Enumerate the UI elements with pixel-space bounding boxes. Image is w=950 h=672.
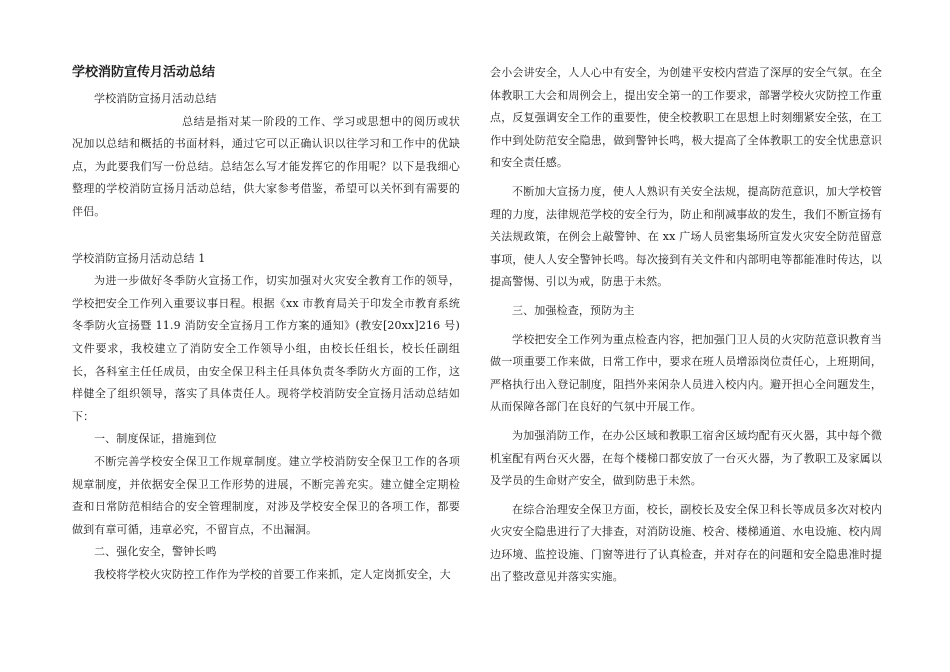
paragraph-continued: 会小会讲安全，人人心中有安全，为创建平安校内营造了深厚的安全气氛。在全体教职工大会和周例会上，提出安全第一的工作要求，部署学校火灾防控工作重点，反复强调安全工作的重要性，使全校教职工在思想上时刻绷紧安全弦，在工作中到处防范安全隐患，做到警钟长鸣，极大提高了全体教职工的安全忧患意识和安全责任感。 [490,66,882,170]
paragraph: 为进一步做好冬季防火宣扬工作，切实加强对火灾安全教育工作的领导，学校把安全工作列入重要议事日程。根据《xx 市教育局关于印发全市教育系统冬季防火宣扬暨 11.9 消防安全宣扬月工作方案的通知》(教安[20xx]216 号)文件要求，我校建立了消防安全工作领导小组，由校长任组长，校长任副组长，各科室主任任成员，由安全保卫科主任具体负责冬季防火方面的工作，这样健全了组织领导，落实了具体责任人。现将学校消防安全宣扬月活动总结如下： [72,274,460,423]
paragraph: 不断完善学校安全保卫工作规章制度。建立学校消防安全保卫工作的各项规章制度，并依据安全保卫工作形势的进展，不断完善充实。建立健全定期检查和日常防范相结合的安全管理制度，对涉及学校安全保卫的各项工作，都要做到有章可循，违章必究，不留盲点，不出漏洞。 [72,454,460,536]
paragraph: 不断加大宣扬力度，使人人熟识有关安全法规，提高防范意识，加大学校管理的力度，法律规范学校的安全行为，防止和削减事故的发生，我们不断宣扬有关法规政策，在例会上敲警钟、在 xx 广场人员密集场所宣发火灾安全防范留意事项，使人人安全警钟长鸣。每次接到有关文件和内部明电等都能准时传达，以提高警惕、引以为戒，防患于未然。 [490,184,882,289]
right-column [490,62,882,589]
paragraph: 在综合治理安全保卫方面，校长，副校长及安全保卫科长等成员多次对校内火灾安全隐患进行了大排查，对消防设施、校舍、楼梯通道、水电设施、校内周边环境、监控设施、门窗等进行了认真检查，并对存在的问题和安全隐患准时提出了整改意见并落实实施。 [490,502,882,584]
paragraph: 我校将学校火灾防控工作作为学校的首要工作来抓，定人定岗抓安全，大 [94,567,451,581]
section-heading: 一、制度保证，措施到位 [94,432,217,446]
intro-paragraph: 总结是指对某一阶段的工作、学习或思想中的阅历或状况加以总结和概括的书面材料，通过它可以正确认识以往学习和工作中的优缺点，为此要我们写一份总结。总结怎么写才能发挥它的作用呢？以下是我细心整理的学校消防宣扬月活动总结，供大家参考借鉴，希望可以关怀到有需要的伴侣。 [72,114,460,218]
left-column [72,62,460,586]
section-heading: 三、加强检查，预防为主 [512,303,635,317]
section-title: 学校消防宣扬月活动总结 1 [72,251,206,265]
section-heading: 二、强化安全，警钟长鸣 [94,545,217,559]
subtitle: 学校消防宣扬月活动总结 [94,92,217,105]
paragraph: 为加强消防工作，在办公区域和教职工宿舍区域均配有灭火器，其中每个微机室配有两台灭火器，在每个楼梯口都安放了一台灭火器，为了教职工及家属以及学员的生命财产安全，做到防患于未然。 [490,428,882,488]
document-title: 学校消防宣传月活动总结 [72,65,216,80]
paragraph: 学校把安全工作列为重点检查内容，把加强门卫人员的火灾防范意识教育当做一项重要工作来做，日常工作中，要求在班人员增添岗位责任心，上班期间，严格执行出入登记制度，阻挡外来闲杂人员进入校内内。避开担心全问题发生，从而保障各部门在良好的气氛中开展工作。 [490,332,882,414]
spacer [72,224,460,248]
